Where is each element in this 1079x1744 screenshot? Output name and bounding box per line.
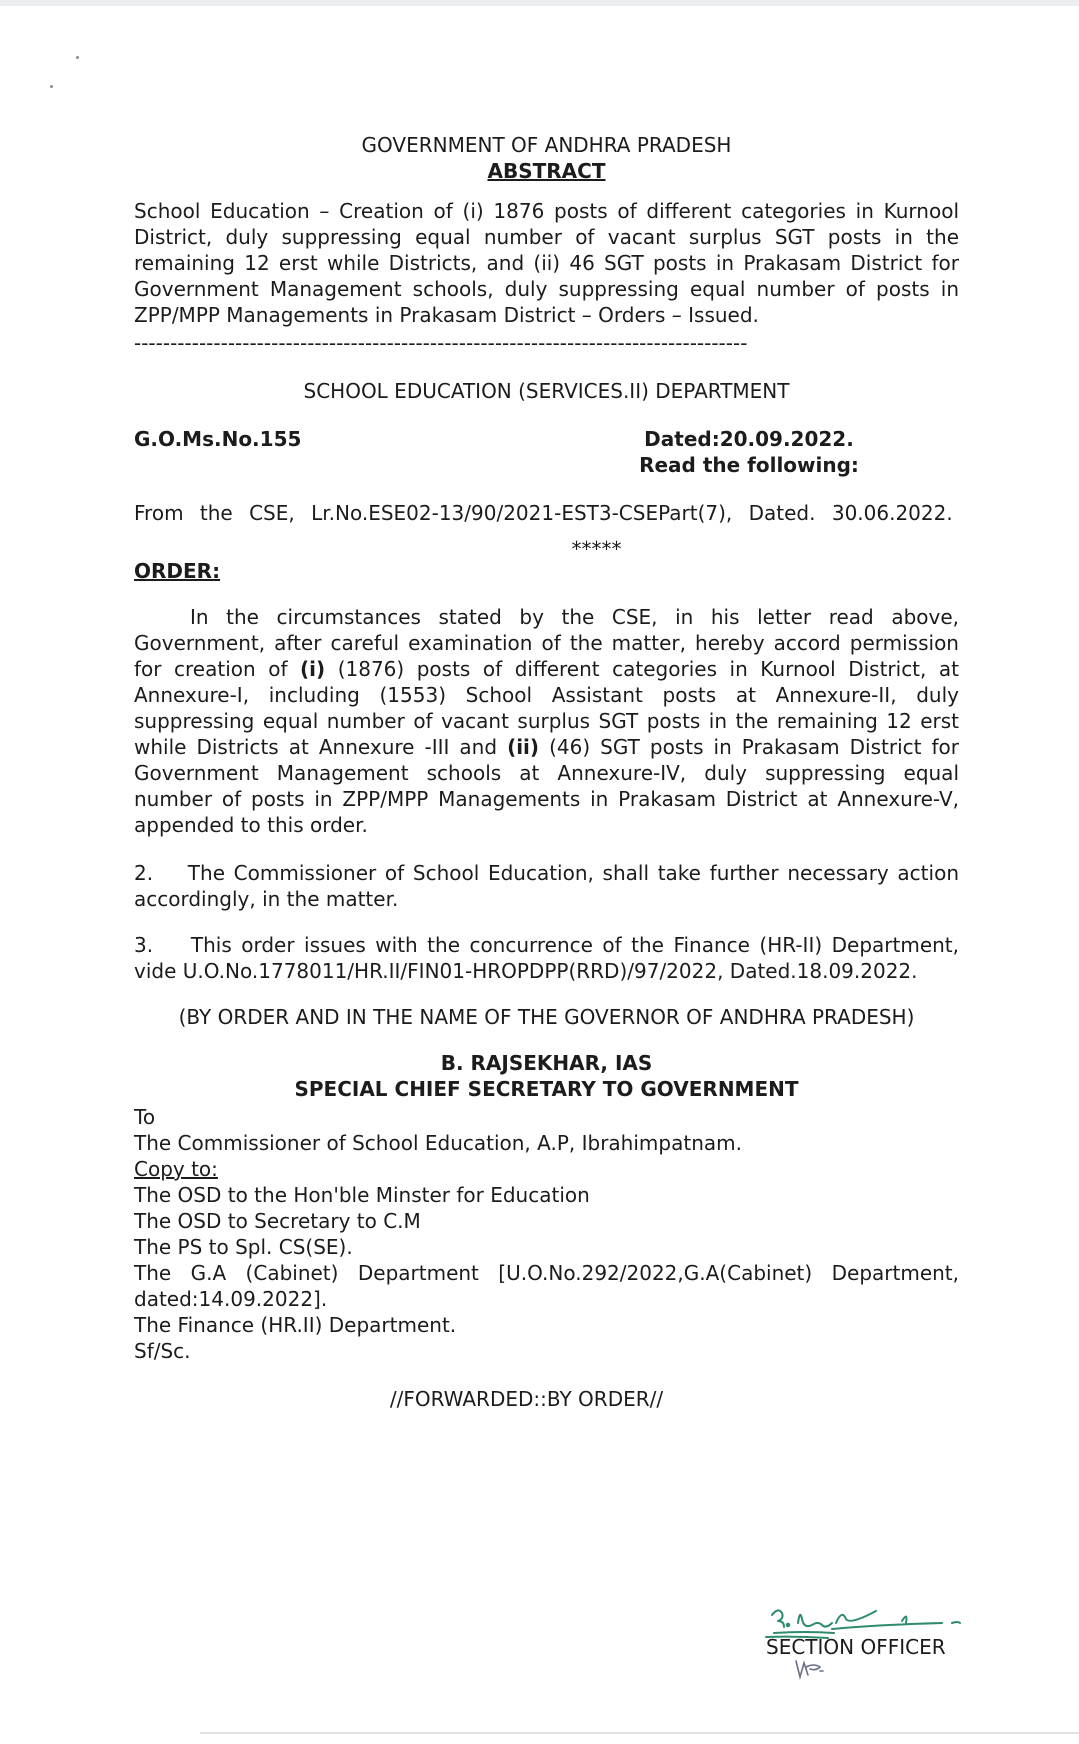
forwarded-line: //FORWARDED::BY ORDER// [389,1387,664,1411]
go-number: G.O.Ms.No.155 [134,427,302,451]
reference-text: From the CSE, Lr.No.ESE02-13/90/2021-EST3-CSEPart(7), Dated. 30.06.2022. [134,501,953,525]
section-officer-block [762,1601,972,1691]
order-heading: ORDER: [134,559,221,583]
copy-item: Sf/Sc. [134,1339,191,1363]
go-date-block [599,426,959,478]
order-text: (46) SGT posts in Prakasam District for Government Management schools at Annexure-IV, duly suppressing equal number of posts in ZPP/MPP Managements in Prakasam District at Annexure-V, appended to this order. [134,735,959,837]
copy-item: The OSD to the Hon'ble Minster for Education [134,1183,590,1207]
copy-item: The PS to Spl. CS(SE). [134,1235,353,1259]
document-body [134,132,966,1412]
copy-item: The OSD to Secretary to C.M [134,1209,421,1233]
order-text: In the circumstances stated by the CSE, in his letter read above, Government, after careful examination of the matter, hereby accord permission for creation of [134,605,959,681]
separator-stars: ***** [571,537,622,561]
scan-bottom-edge [200,1732,1079,1734]
order-paragraph-1 [134,604,959,838]
order-item-marker: (i) [300,657,326,681]
order-item-marker: (ii) [507,735,540,759]
signatory-name: B. RAJSEKHAR, IAS [440,1051,653,1075]
order-text: (1876) posts of different categories in Kurnool District, at Annexure-I, including (1553) School Assistant posts at Annexure-II, duly suppressing equal number of vacant surplus SGT posts in the remaining 12 erst while Districts at Annexure -III and [134,657,960,759]
to-label: To [134,1105,156,1129]
by-order-line: (BY ORDER AND IN THE NAME OF THE GOVERNOR OF ANDHRA PRADESH) [178,1005,915,1029]
separator-line: ------------------------------------------------------------------------------------- [134,331,748,355]
copy-list [134,1182,959,1364]
go-date: Dated:20.09.2022. [644,427,854,451]
copy-to-label: Copy to: [134,1157,218,1181]
scan-speck [50,85,53,88]
read-following: Read the following: [639,453,859,477]
section-officer-label: SECTION OFFICER [766,1635,946,1659]
abstract-heading: ABSTRACT [487,159,606,183]
scan-speck [76,56,79,59]
go-header-row [134,426,959,478]
order-paragraph-2: 2. The Commissioner of School Education, shall take further necessary action accordingly, in the matter. [134,861,966,911]
to-recipient: The Commissioner of School Education, A.P, Ibrahimpatnam. [134,1131,742,1155]
scan-top-edge [0,0,1079,6]
copy-item: The Finance (HR.II) Department. [134,1313,457,1337]
copy-item: The G.A (Cabinet) Department [U.O.No.292/2022,G.A(Cabinet) Department, dated:14.09.2022]. [134,1261,959,1311]
department-heading: SCHOOL EDUCATION (SERVICES.II) DEPARTMENT [303,379,790,403]
order-paragraph-3: 3. This order issues with the concurrence of the Finance (HR-II) Department, vide U.O.No.1778011/HR.II/FIN01-HROPDPP(RRD)/97/2022, Dated.18.09.2022. [134,933,966,983]
government-heading: GOVERNMENT OF ANDHRA PRADESH [361,133,732,157]
signatory-designation: SPECIAL CHIEF SECRETARY TO GOVERNMENT [294,1077,799,1101]
abstract-text: School Education – Creation of (i) 1876 posts of different categories in Kurnool District, duly suppressing equal number of vacant surplus SGT posts in the remaining 12 erst while Districts, and (ii) 46 SGT posts in Prakasam District for Government Management schools, duly suppressing equal number of posts in ZPP/MPP Managements in Prakasam District – Orders – Issued. [134,199,959,327]
